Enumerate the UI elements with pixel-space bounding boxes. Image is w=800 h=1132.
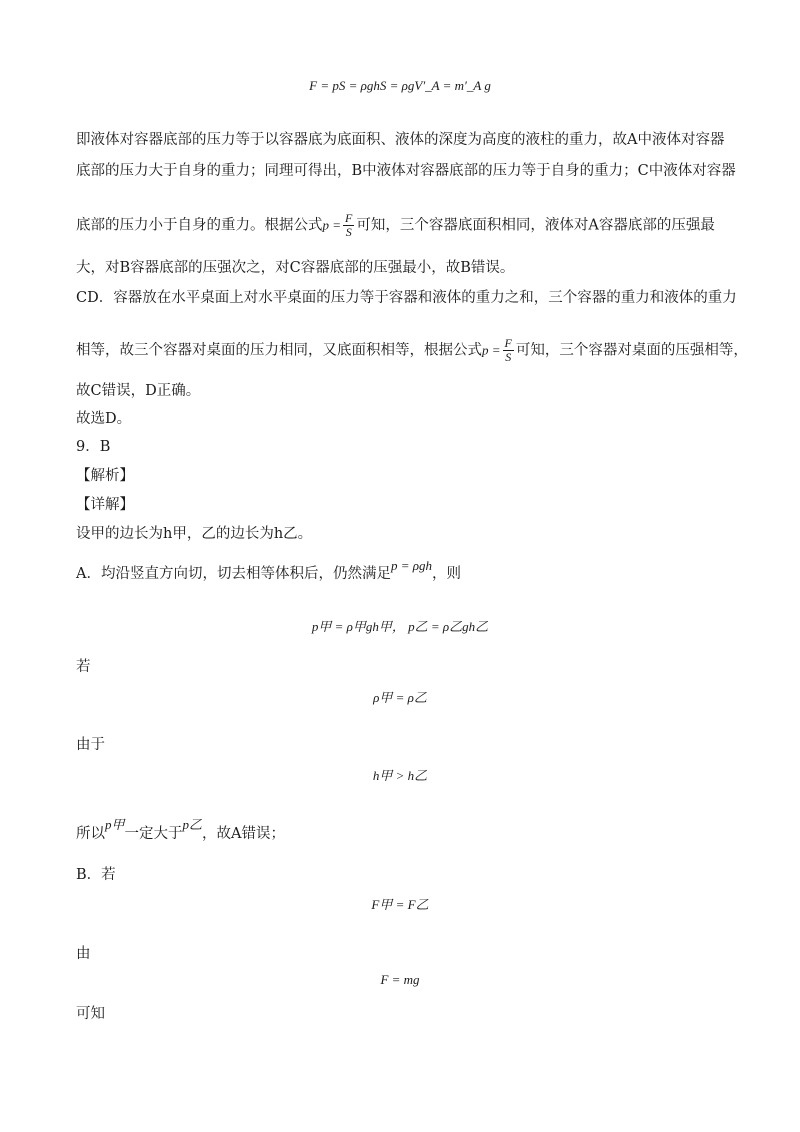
text-segment: 一定大于	[124, 826, 183, 842]
text-segment: A．均沿竖直方向切，切去相等体积后，仍然满足	[76, 566, 391, 582]
formula-prefix: p =	[322, 217, 342, 233]
fraction-numerator: F	[504, 336, 512, 350]
equation-force-equal: F甲 = F乙	[371, 897, 429, 912]
text-segment: 可知，三个容器对桌面的压强相等，	[515, 342, 748, 359]
paragraph-line: 故C错误，D正确。	[76, 383, 201, 399]
paragraph-line: B．若	[76, 867, 116, 883]
section-heading-analysis: 【解析】	[76, 468, 134, 484]
inline-variable: p乙	[182, 817, 203, 832]
paragraph-line: 大，对B容器底部的压强次之，对C容器底部的压强最小，故B错误。	[76, 260, 515, 276]
inline-variable: p甲	[105, 817, 125, 832]
fraction-denominator: S	[345, 225, 352, 239]
section-heading-detail: 【详解】	[76, 497, 134, 513]
fraction-numerator: F	[345, 211, 353, 225]
paragraph-line	[76, 337, 748, 364]
fraction-denominator: S	[505, 350, 512, 364]
paragraph-line	[76, 558, 461, 584]
paragraph-line: 底部的压力大于自身的重力；同理可得出，B中液体对容器底部的压力等于自身的重力；C中液体对容器	[76, 163, 736, 179]
text-segment: 底部的压力小于自身的重力。根据公式	[76, 217, 323, 234]
question-number: 9．B	[76, 439, 111, 455]
text-segment: 可知，三个容器底面积相同，液体对A容器底部的压强最	[356, 217, 715, 234]
equation-height-compare: h甲 > h乙	[372, 768, 428, 783]
formula-prefix: p =	[482, 342, 501, 358]
paragraph-line: 由于	[76, 737, 105, 753]
equation-weight: F = mg	[380, 972, 420, 987]
paragraph-line: 设甲的边长为h甲，乙的边长为h乙。	[76, 526, 313, 542]
equation-density-equal: ρ甲 = ρ乙	[373, 690, 427, 705]
equation-pressures: p甲 = ρ甲gh甲， p乙 = ρ乙gh乙	[311, 619, 489, 634]
equation-pressure-force: F = pS = ρghS = ρgV′_A = m′_A g	[309, 78, 491, 93]
inline-formula: p = ρgh	[390, 558, 432, 573]
paragraph-line: 若	[76, 659, 91, 675]
fraction-f-over-s	[343, 212, 354, 239]
paragraph-line: 即液体对容器底部的压力等于以容器底为底面积、液体的深度为高度的液柱的重力，故A中液体对容器	[76, 132, 725, 148]
paragraph-line: 由	[76, 946, 91, 962]
text-segment: 相等，故三个容器对桌面的压力相同，又底面积相等，根据公式	[76, 342, 482, 359]
text-segment: ，故A错误；	[202, 826, 286, 842]
paragraph-line	[76, 212, 715, 239]
text-segment: ，则	[432, 566, 461, 582]
text-segment: 所以	[76, 826, 105, 842]
paragraph-line	[76, 817, 286, 844]
fraction-f-over-s	[503, 337, 514, 364]
paragraph-line: 可知	[76, 1006, 105, 1022]
paragraph-line: CD．容器放在水平桌面上对水平桌面的压力等于容器和液体的重力之和，三个容器的重力和液体的重力	[76, 290, 737, 306]
paragraph-line: 故选D。	[76, 411, 132, 427]
